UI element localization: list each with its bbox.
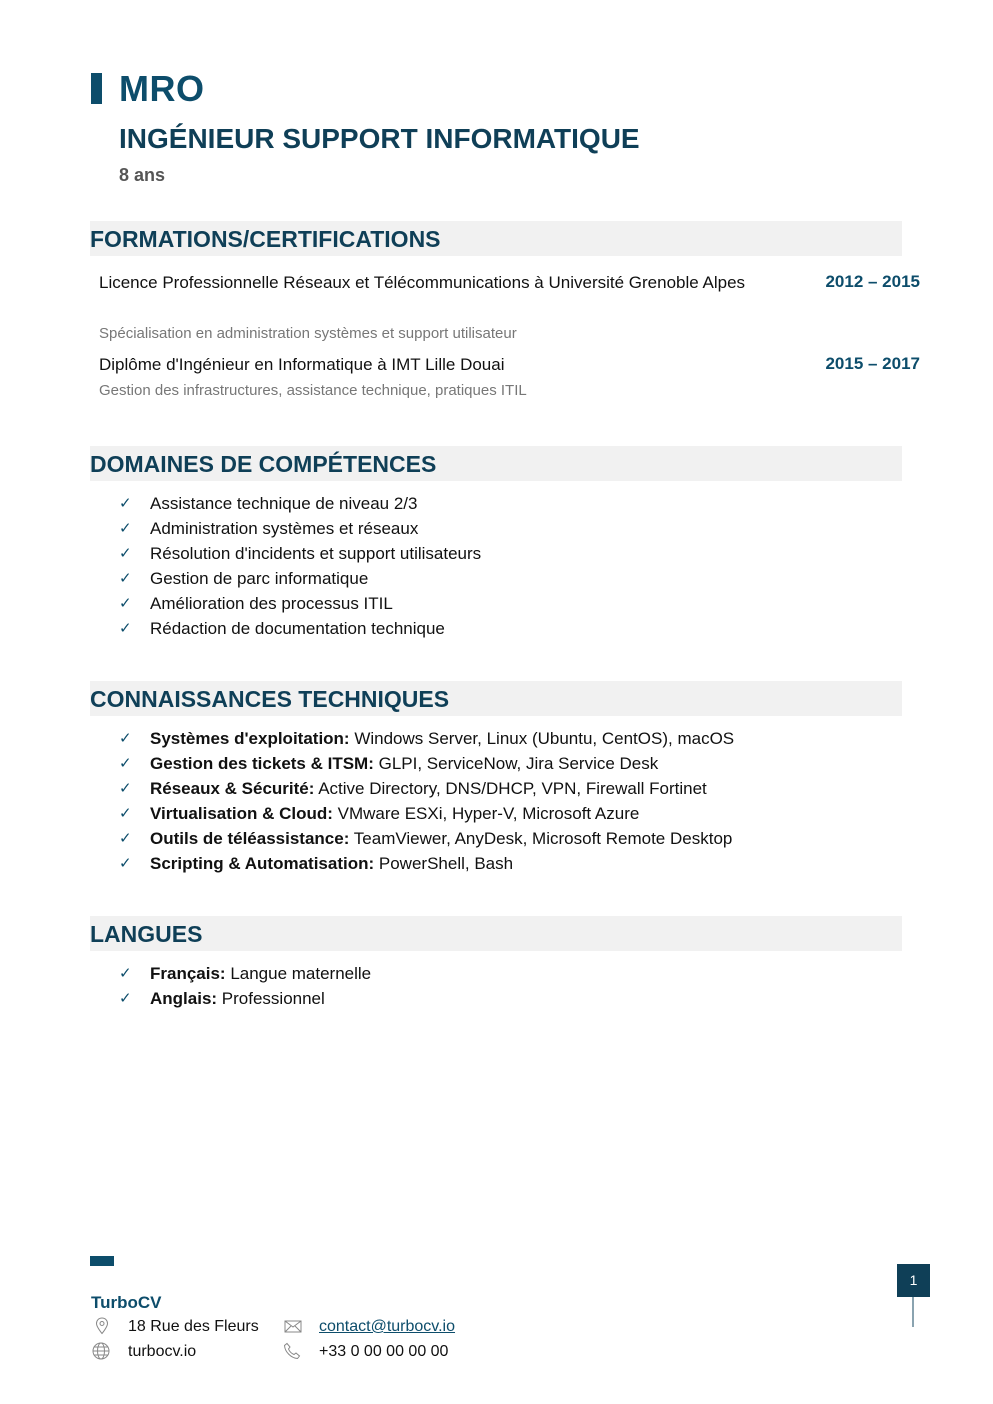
check-icon: ✓	[119, 520, 132, 537]
list-item: ✓ Virtualisation & Cloud: VMware ESXi, Hyper-V, Microsoft Azure	[119, 801, 734, 826]
check-icon: ✓	[119, 730, 132, 747]
list-item: ✓ Systèmes d'exploitation: Windows Server, Linux (Ubuntu, CentOS), macOS	[119, 726, 734, 751]
section-langues	[90, 916, 902, 951]
list-item: ✓ Scripting & Automatisation: PowerShell, Bash	[119, 851, 734, 876]
check-icon: ✓	[119, 495, 132, 512]
check-icon: ✓	[119, 855, 132, 872]
check-icon: ✓	[119, 570, 132, 587]
check-icon: ✓	[119, 755, 132, 772]
formation-title: Licence Professionnelle Réseaux et Télécommunications à Université Grenoble Alpes	[99, 273, 746, 292]
check-icon: ✓	[119, 595, 132, 612]
section-connaissances	[90, 681, 902, 716]
location-pin-icon	[92, 1316, 112, 1336]
competences-list	[119, 491, 481, 641]
section-title-competences: DOMAINES DE COMPÉTENCES	[90, 451, 437, 477]
job-title: INGÉNIEUR SUPPORT INFORMATIQUE	[119, 123, 640, 154]
list-item: ✓ Gestion de parc informatique	[119, 566, 481, 591]
experience-years: 8 ans	[119, 165, 166, 185]
footer-phone: +33 0 00 00 00 00	[319, 1343, 449, 1360]
footer-address: 18 Rue des Fleurs	[128, 1318, 259, 1335]
list-item: ✓ Assistance technique de niveau 2/3	[119, 491, 481, 516]
globe-icon	[91, 1341, 111, 1361]
list-item: ✓ Administration systèmes et réseaux	[119, 516, 481, 541]
name-accent-bar	[91, 73, 102, 104]
footer-website: turbocv.io	[128, 1343, 197, 1360]
formation-title: Diplôme d'Ingénieur en Informatique à IMT Lille Douai	[99, 355, 505, 374]
check-icon: ✓	[119, 620, 132, 637]
check-icon: ✓	[119, 780, 132, 797]
footer-brand: TurboCV	[91, 1293, 162, 1312]
section-formations	[90, 221, 902, 256]
phone-icon	[282, 1341, 302, 1361]
section-title-formations: FORMATIONS/CERTIFICATIONS	[90, 226, 441, 252]
page-number-line	[912, 1297, 914, 1327]
list-item: ✓ Français: Langue maternelle	[119, 961, 371, 986]
list-item: ✓ Gestion des tickets & ITSM: GLPI, ServiceNow, Jira Service Desk	[119, 751, 734, 776]
formation-description: Gestion des infrastructures, assistance technique, pratiques ITIL	[99, 382, 527, 399]
list-item: ✓ Amélioration des processus ITIL	[119, 591, 481, 616]
check-icon: ✓	[119, 990, 132, 1007]
page-number: 1	[897, 1264, 930, 1297]
list-item: ✓ Réseaux & Sécurité: Active Directory, DNS/DHCP, VPN, Firewall Fortinet	[119, 776, 734, 801]
list-item: ✓ Outils de téléassistance: TeamViewer, AnyDesk, Microsoft Remote Desktop	[119, 826, 734, 851]
footer-email-link[interactable]: contact@turbocv.io	[319, 1318, 456, 1335]
langues-list	[119, 961, 371, 1011]
check-icon: ✓	[119, 805, 132, 822]
section-title-connaissances: CONNAISSANCES TECHNIQUES	[90, 686, 450, 712]
formation-dates: 2012 – 2015	[825, 272, 920, 291]
section-title-langues: LANGUES	[90, 921, 203, 947]
check-icon: ✓	[119, 965, 132, 982]
check-icon: ✓	[119, 830, 132, 847]
footer-accent-bar	[90, 1256, 114, 1266]
check-icon: ✓	[119, 545, 132, 562]
list-item: ✓ Résolution d'incidents et support utilisateurs	[119, 541, 481, 566]
connaissances-list	[119, 726, 734, 876]
mail-icon	[283, 1316, 303, 1336]
formation-dates: 2015 – 2017	[825, 354, 920, 373]
list-item: ✓ Rédaction de documentation technique	[119, 616, 481, 641]
section-competences	[90, 446, 902, 481]
list-item: ✓ Anglais: Professionnel	[119, 986, 371, 1011]
candidate-name: MRO	[119, 68, 205, 109]
formation-description: Spécialisation en administration systèmes et support utilisateur	[99, 325, 517, 342]
